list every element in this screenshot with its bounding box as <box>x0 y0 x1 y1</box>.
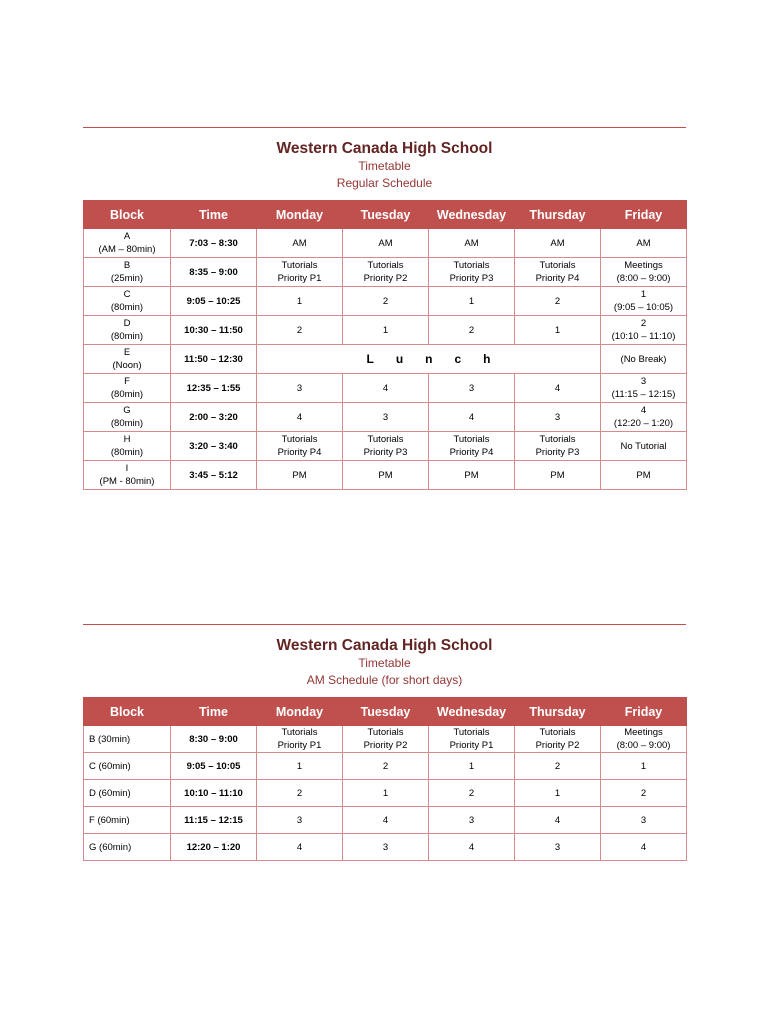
cell-text: (No Break) <box>620 353 667 365</box>
cell-text: Priority P1 <box>449 740 494 751</box>
day-cell-tuesday <box>343 461 429 490</box>
day-cell-wednesday <box>429 807 515 834</box>
cell-text: 3 <box>468 382 475 394</box>
day-cell-thursday <box>515 287 601 316</box>
cell-text: (10:10 – 11:10) <box>611 331 676 342</box>
cell-text: 3 <box>468 814 475 826</box>
day-cell-thursday <box>515 432 601 461</box>
table-row <box>84 807 687 834</box>
cell-text: (AM – 80min) <box>98 244 156 255</box>
block-cell <box>84 726 171 753</box>
block-cell <box>84 780 171 807</box>
cell-text: Priority P2 <box>363 273 408 284</box>
cell-text: Tutorials <box>367 260 404 271</box>
time-cell: 7:03 – 8:30 <box>171 229 257 258</box>
cell-text: No Tutorial <box>620 440 667 452</box>
time-cell: 9:05 – 10:05 <box>171 753 257 780</box>
cell-text: 1 <box>640 760 647 772</box>
cell-text: 4 <box>468 411 475 423</box>
time-cell: 8:35 – 9:00 <box>171 258 257 287</box>
time-cell: 3:45 – 5:12 <box>171 461 257 490</box>
day-cell-friday <box>601 345 687 374</box>
day-cell-thursday <box>515 753 601 780</box>
cell-text: A <box>123 231 131 242</box>
table-row <box>84 316 687 345</box>
regular-timetable <box>83 200 687 490</box>
cell-text: (12:20 – 1:20) <box>613 418 674 429</box>
column-header-wednesday: Wednesday <box>429 698 515 726</box>
cell-text: PM <box>636 469 651 481</box>
schedule-name: AM Schedule (for short days) <box>306 673 463 687</box>
cell-text: 4 <box>296 841 303 853</box>
column-header-friday: Friday <box>601 698 687 726</box>
cell-text: 2 <box>468 324 475 336</box>
cell-text: Priority P4 <box>535 273 580 284</box>
day-cell-wednesday <box>429 461 515 490</box>
cell-text: Priority P3 <box>363 447 408 458</box>
table-row <box>84 403 687 432</box>
day-cell-thursday <box>515 374 601 403</box>
cell-text: 1 <box>554 787 561 799</box>
day-cell-tuesday <box>343 432 429 461</box>
timetable-subtitle: Timetable <box>358 656 411 670</box>
day-cell-friday <box>601 229 687 258</box>
timetable-subtitle: Timetable <box>358 159 411 173</box>
cell-text: 4 <box>640 405 647 416</box>
regular-schedule-section <box>83 127 686 490</box>
day-cell-wednesday <box>429 432 515 461</box>
day-cell-tuesday <box>343 403 429 432</box>
day-cell-friday <box>601 726 687 753</box>
day-cell-tuesday <box>343 287 429 316</box>
cell-text: B (30min) <box>89 733 131 745</box>
table-row <box>84 726 687 753</box>
cell-text: Priority P2 <box>363 740 408 751</box>
cell-text: AM <box>550 237 565 249</box>
cell-text: H <box>123 434 131 445</box>
cell-text: Tutorials <box>367 434 404 445</box>
day-cell-monday <box>257 403 343 432</box>
cell-text: 4 <box>296 411 303 423</box>
cell-text: Tutorials <box>367 727 404 738</box>
day-cell-monday <box>257 461 343 490</box>
time-cell: 8:30 – 9:00 <box>171 726 257 753</box>
cell-text: F (60min) <box>89 814 130 826</box>
cell-text: 1 <box>468 760 475 772</box>
cell-text: 1 <box>554 324 561 336</box>
cell-text: AM <box>464 237 479 249</box>
day-cell-friday <box>601 753 687 780</box>
day-cell-friday <box>601 316 687 345</box>
cell-text: (25min) <box>110 273 144 284</box>
day-cell-wednesday <box>429 374 515 403</box>
cell-text: G <box>123 405 131 416</box>
cell-text: 2 <box>296 787 303 799</box>
day-cell-wednesday <box>429 834 515 861</box>
day-cell-friday <box>601 834 687 861</box>
day-cell-thursday <box>515 726 601 753</box>
cell-text: (9:05 – 10:05) <box>613 302 674 313</box>
cell-text: 2 <box>554 295 561 307</box>
day-cell-tuesday <box>343 807 429 834</box>
time-cell: 9:05 – 10:25 <box>171 287 257 316</box>
time-cell: 10:10 – 11:10 <box>171 780 257 807</box>
cell-text: 4 <box>382 814 389 826</box>
day-cell-tuesday <box>343 753 429 780</box>
cell-text: F <box>124 376 130 387</box>
cell-text: C (60min) <box>89 760 131 772</box>
block-cell <box>84 287 171 316</box>
cell-text: Tutorials <box>539 434 576 445</box>
cell-text: (8:00 – 9:00) <box>616 273 671 284</box>
cell-text: 3 <box>296 814 303 826</box>
cell-text: Tutorials <box>539 727 576 738</box>
block-cell <box>84 432 171 461</box>
header-row <box>84 201 687 229</box>
cell-text: 2 <box>468 787 475 799</box>
cell-text: I <box>125 463 129 474</box>
block-cell <box>84 345 171 374</box>
cell-text: Meetings <box>624 260 663 271</box>
day-cell-tuesday <box>343 780 429 807</box>
cell-text: 3 <box>382 411 389 423</box>
day-cell-monday <box>257 780 343 807</box>
column-header-tuesday: Tuesday <box>343 698 429 726</box>
cell-text: (80min) <box>110 302 144 313</box>
day-cell-thursday <box>515 834 601 861</box>
cell-text: 4 <box>640 841 647 853</box>
regular-table-body <box>84 229 687 490</box>
cell-text: 1 <box>296 295 303 307</box>
day-cell-friday <box>601 807 687 834</box>
schedule-name: Regular Schedule <box>336 176 433 190</box>
day-cell-thursday <box>515 807 601 834</box>
cell-text: Tutorials <box>539 260 576 271</box>
block-cell <box>84 461 171 490</box>
day-cell-wednesday <box>429 726 515 753</box>
day-cell-monday <box>257 374 343 403</box>
cell-text: B <box>123 260 131 271</box>
day-cell-thursday <box>515 258 601 287</box>
cell-text: Tutorials <box>453 727 490 738</box>
day-cell-monday <box>257 753 343 780</box>
column-header-monday: Monday <box>257 698 343 726</box>
cell-text: D (60min) <box>89 787 131 799</box>
block-cell <box>84 374 171 403</box>
day-cell-wednesday <box>429 403 515 432</box>
lunch-cell: Lunch <box>257 345 601 374</box>
cell-text: 2 <box>382 760 389 772</box>
day-cell-wednesday <box>429 753 515 780</box>
cell-text: Meetings <box>624 727 663 738</box>
cell-text: Tutorials <box>281 727 318 738</box>
cell-text: 2 <box>640 318 647 329</box>
cell-text: (80min) <box>110 447 144 458</box>
cell-text: 4 <box>382 382 389 394</box>
cell-text: E <box>123 347 131 358</box>
time-cell: 3:20 – 3:40 <box>171 432 257 461</box>
day-cell-tuesday <box>343 726 429 753</box>
cell-text: (Noon) <box>112 360 142 371</box>
cell-text: 3 <box>554 841 561 853</box>
column-header-time: Time <box>171 698 257 726</box>
cell-text: PM <box>550 469 565 481</box>
time-cell: 2:00 – 3:20 <box>171 403 257 432</box>
cell-text: 1 <box>640 289 647 300</box>
cell-text: Priority P3 <box>535 447 580 458</box>
cell-text: 2 <box>554 760 561 772</box>
cell-text: Priority P1 <box>277 740 322 751</box>
day-cell-tuesday <box>343 834 429 861</box>
cell-text: 1 <box>382 787 389 799</box>
table-row <box>84 258 687 287</box>
cell-text: Tutorials <box>453 434 490 445</box>
cell-text: 1 <box>468 295 475 307</box>
day-cell-monday <box>257 287 343 316</box>
cell-text: Priority P4 <box>449 447 494 458</box>
day-cell-thursday <box>515 403 601 432</box>
block-cell <box>84 753 171 780</box>
cell-text: AM <box>378 237 393 249</box>
day-cell-wednesday <box>429 780 515 807</box>
cell-text: Tutorials <box>453 260 490 271</box>
cell-text: PM <box>464 469 479 481</box>
block-cell <box>84 403 171 432</box>
day-cell-friday <box>601 374 687 403</box>
cell-text: (8:00 – 9:00) <box>616 740 671 751</box>
day-cell-friday <box>601 403 687 432</box>
column-header-monday: Monday <box>257 201 343 229</box>
column-header-friday: Friday <box>601 201 687 229</box>
time-cell: 11:50 – 12:30 <box>171 345 257 374</box>
day-cell-friday <box>601 287 687 316</box>
cell-text: 3 <box>296 382 303 394</box>
time-cell: 11:15 – 12:15 <box>171 807 257 834</box>
day-cell-monday <box>257 258 343 287</box>
table-row <box>84 229 687 258</box>
section-divider <box>83 127 686 128</box>
section-divider <box>83 624 686 625</box>
cell-text: (80min) <box>110 418 144 429</box>
cell-text: AM <box>636 237 651 249</box>
cell-text: C <box>123 289 131 300</box>
block-cell <box>84 807 171 834</box>
cell-text: 2 <box>296 324 303 336</box>
cell-text: (11:15 – 12:15) <box>611 389 676 400</box>
cell-text: Tutorials <box>281 434 318 445</box>
cell-text: 3 <box>554 411 561 423</box>
day-cell-wednesday <box>429 287 515 316</box>
cell-text: 2 <box>640 787 647 799</box>
block-cell <box>84 316 171 345</box>
column-header-block: Block <box>84 698 171 726</box>
day-cell-friday <box>601 461 687 490</box>
cell-text: (80min) <box>110 389 144 400</box>
cell-text: Priority P2 <box>535 740 580 751</box>
time-cell: 10:30 – 11:50 <box>171 316 257 345</box>
day-cell-friday <box>601 780 687 807</box>
block-cell <box>84 258 171 287</box>
column-header-thursday: Thursday <box>515 201 601 229</box>
day-cell-monday <box>257 726 343 753</box>
school-title: Western Canada High School <box>276 140 493 157</box>
column-header-block: Block <box>84 201 171 229</box>
day-cell-tuesday <box>343 316 429 345</box>
day-cell-wednesday <box>429 258 515 287</box>
cell-text: 3 <box>640 814 647 826</box>
day-cell-thursday <box>515 780 601 807</box>
cell-text: PM <box>292 469 307 481</box>
cell-text: (PM - 80min) <box>99 476 155 487</box>
cell-text: PM <box>378 469 393 481</box>
day-cell-monday <box>257 229 343 258</box>
table-row <box>84 345 687 374</box>
day-cell-tuesday <box>343 258 429 287</box>
table-row <box>84 287 687 316</box>
time-cell: 12:35 – 1:55 <box>171 374 257 403</box>
block-cell <box>84 834 171 861</box>
table-row <box>84 780 687 807</box>
day-cell-monday <box>257 834 343 861</box>
time-cell: 12:20 – 1:20 <box>171 834 257 861</box>
column-header-tuesday: Tuesday <box>343 201 429 229</box>
cell-text: 3 <box>640 376 647 387</box>
day-cell-tuesday <box>343 374 429 403</box>
day-cell-wednesday <box>429 316 515 345</box>
day-cell-tuesday <box>343 229 429 258</box>
cell-text: 4 <box>554 382 561 394</box>
day-cell-friday <box>601 432 687 461</box>
table-row <box>84 374 687 403</box>
cell-text: 4 <box>554 814 561 826</box>
day-cell-monday <box>257 432 343 461</box>
day-cell-thursday <box>515 461 601 490</box>
cell-text: 1 <box>296 760 303 772</box>
cell-text: AM <box>292 237 307 249</box>
column-header-time: Time <box>171 201 257 229</box>
table-row <box>84 834 687 861</box>
column-header-thursday: Thursday <box>515 698 601 726</box>
day-cell-thursday <box>515 229 601 258</box>
cell-text: D <box>123 318 131 329</box>
cell-text: Priority P3 <box>449 273 494 284</box>
header-row <box>84 698 687 726</box>
block-cell <box>84 229 171 258</box>
cell-text: (80min) <box>110 331 144 342</box>
am-schedule-section <box>83 624 686 861</box>
school-title: Western Canada High School <box>276 637 493 654</box>
cell-text: Tutorials <box>281 260 318 271</box>
cell-text: Priority P1 <box>277 273 322 284</box>
cell-text: G (60min) <box>89 841 132 853</box>
cell-text: 2 <box>382 295 389 307</box>
table-row <box>84 461 687 490</box>
cell-text: 1 <box>382 324 389 336</box>
am-timetable <box>83 697 687 861</box>
day-cell-monday <box>257 316 343 345</box>
day-cell-thursday <box>515 316 601 345</box>
table-row <box>84 753 687 780</box>
column-header-wednesday: Wednesday <box>429 201 515 229</box>
cell-text: Priority P4 <box>277 447 322 458</box>
day-cell-friday <box>601 258 687 287</box>
table-row <box>84 432 687 461</box>
am-table-body <box>84 726 687 861</box>
cell-text: 4 <box>468 841 475 853</box>
day-cell-wednesday <box>429 229 515 258</box>
day-cell-monday <box>257 807 343 834</box>
cell-text: 3 <box>382 841 389 853</box>
